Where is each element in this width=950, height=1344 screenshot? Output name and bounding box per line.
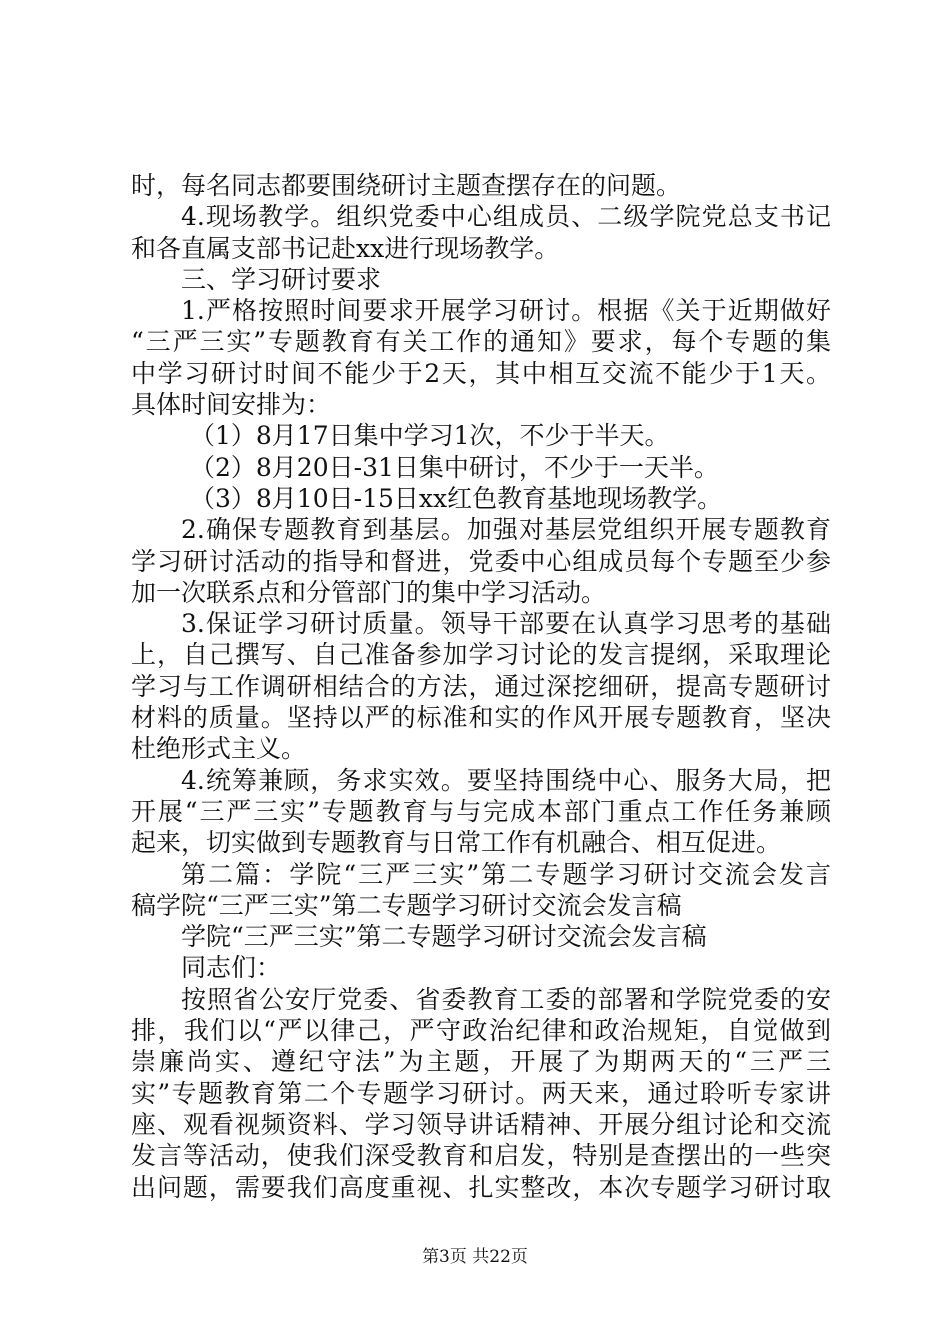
text-line: 材料的质量。坚持以严的标准和实的作风开展专题教育，坚决 <box>131 703 831 733</box>
text-line: 上，自己撰写、自己准备参加学习讨论的发言提纲，采取理论 <box>131 640 831 670</box>
schedule-item: （3）8月10日-15日xx红色教育基地现场教学。 <box>190 483 723 513</box>
text-line: 具体时间安排为： <box>131 390 332 420</box>
text-line: 按照省公安厅党委、省委教育工委的部署和学院党委的安 <box>181 984 831 1014</box>
text-line: 出问题，需要我们高度重视、扎实整改，本次专题学习研讨取 <box>131 1172 831 1202</box>
text-line: 3.保证学习研讨质量。领导干部要在认真学习思考的基础 <box>181 609 831 639</box>
text-line: 2.确保专题教育到基层。加强对基层党组织开展专题教育 <box>181 515 831 545</box>
text-line: 中学习研讨时间不能少于2天，其中相互交流不能少于1天。 <box>131 358 831 388</box>
text-line: 开展“三严三实”专题教育与与完成本部门重点工作任务兼顾 <box>131 796 831 826</box>
text-line: 发言等活动，使我们深受教育和启发，特别是查摆出的一些突 <box>131 1141 831 1171</box>
chapter-title: 稿学院“三严三实”第二专题学习研讨交流会发言稿 <box>131 890 682 920</box>
text-line: 实”专题教育第二个专题学习研讨。两天来，通过聆听专家讲 <box>131 1078 831 1108</box>
text-line: 崇廉尚实、遵纪守法”为主题，开展了为期两天的“三严三 <box>131 1047 831 1077</box>
text-line: 学习研讨活动的指导和督进，党委中心组成员每个专题至少参 <box>131 546 831 576</box>
text-line: 加一次联系点和分管部门的集中学习活动。 <box>131 577 607 607</box>
text-line: 1.严格按照时间要求开展学习研讨。根据《关于近期做好 <box>181 296 831 326</box>
document-body <box>131 170 831 1203</box>
text-line: 4.统筹兼顾，务求实效。要坚持围绕中心、服务大局，把 <box>181 765 831 795</box>
text-line: 时，每名同志都要围绕研讨主题查摆存在的问题。 <box>131 171 682 200</box>
text-line: “三严三实”专题教育有关工作的通知》要求，每个专题的集 <box>131 327 831 357</box>
schedule-item: （1）8月17日集中学习1次，不少于半天。 <box>190 421 670 451</box>
text-line: 起来，切实做到专题教育与日常工作有机融合、相互促进。 <box>131 828 782 858</box>
text-line: 和各直属支部书记赴xx进行现场教学。 <box>131 233 560 263</box>
text-line: 学习与工作调研相结合的方法，通过深挖细研，提高专题研讨 <box>131 671 831 701</box>
schedule-item: （2）8月20日-31日集中研讨，不少于一天半。 <box>190 452 719 482</box>
salutation: 同志们： <box>181 953 282 983</box>
text-line: 排，我们以“严以律己，严守政治纪律和政治规矩，自觉做到 <box>131 1016 831 1046</box>
text-line: 杜绝形式主义。 <box>131 734 307 764</box>
section-heading: 三、学习研讨要求 <box>181 264 382 294</box>
speech-title: 学院“三严三实”第二专题学习研讨交流会发言稿 <box>181 922 707 952</box>
text-line: 座、观看视频资料、学习领导讲话精神、开展分组讨论和交流 <box>131 1109 831 1139</box>
page-number: 第3页 共22页 <box>422 1247 528 1267</box>
chapter-title: 第二篇：学院“三严三实”第二专题学习研讨交流会发言 <box>181 859 831 889</box>
text-line: 4.现场教学。组织党委中心组成员、二级学院党总支书记 <box>181 202 831 232</box>
